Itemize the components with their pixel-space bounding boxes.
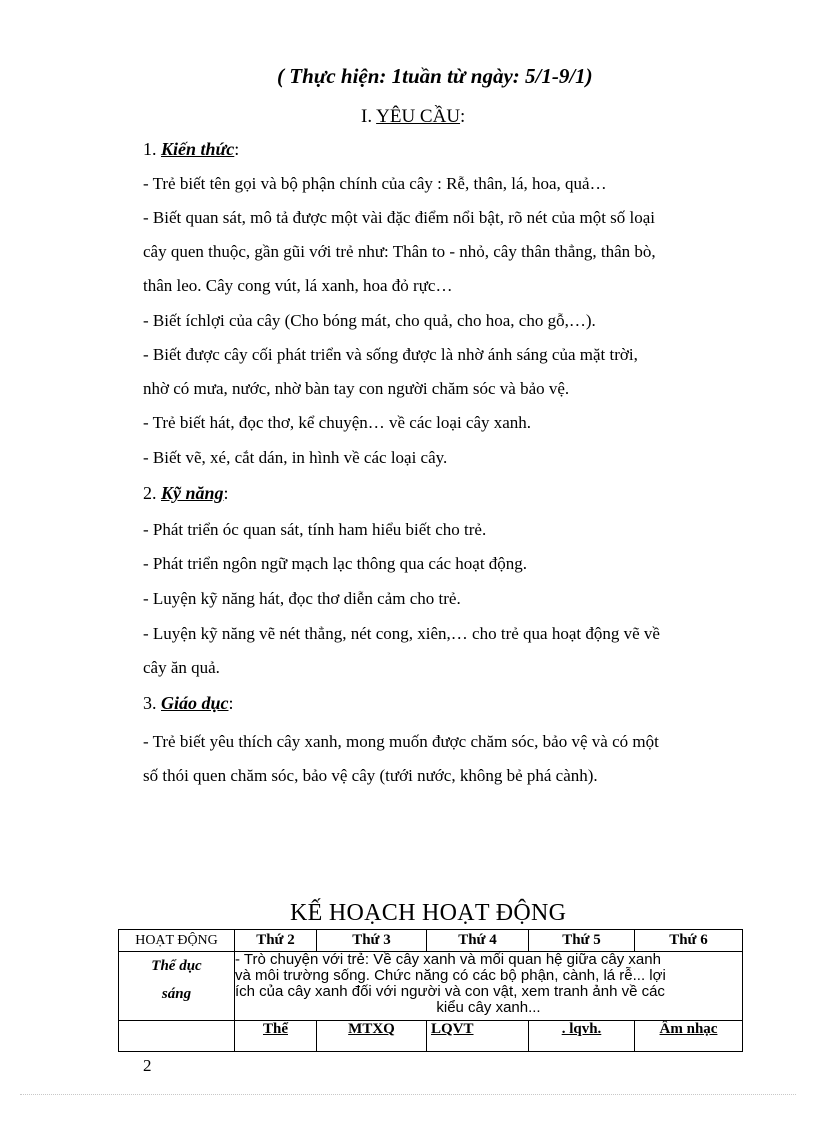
header-day: Thứ 2 bbox=[235, 930, 317, 952]
knowledge-line: - Biết vẽ, xé, cắt dán, in hình về các loại cây. bbox=[143, 448, 448, 467]
skills-line: - Phát triển ngôn ngữ mạch lạc thông qua các hoạt động. bbox=[143, 554, 528, 573]
section-title: YÊU CẦU bbox=[376, 106, 461, 127]
section-heading bbox=[361, 106, 465, 128]
morning-label-line: sáng bbox=[161, 986, 192, 1002]
knowledge-line: - Biết được cây cối phát triển và sống được là nhờ ánh sáng của mặt trời, bbox=[143, 345, 638, 364]
knowledge-line: - Biết íchlợi của cây (Cho bóng mát, cho quả, cho hoa, cho gỗ,…). bbox=[143, 311, 596, 330]
class-cell: . lqvh. bbox=[529, 1021, 635, 1052]
plan-table bbox=[118, 929, 743, 1052]
education-suffix: : bbox=[228, 693, 234, 713]
skills-line: - Phát triển óc quan sát, tính ham hiểu biết cho trẻ. bbox=[143, 520, 487, 539]
plan-header-row bbox=[119, 930, 743, 952]
header-day: Thứ 4 bbox=[427, 930, 529, 952]
skills-suffix: : bbox=[223, 483, 229, 503]
header-day: Thứ 6 bbox=[635, 930, 743, 952]
page-separator bbox=[20, 1094, 796, 1095]
header-day: Thứ 5 bbox=[529, 930, 635, 952]
knowledge-line: nhờ có mưa, nước, nhờ bàn tay con người chăm sóc và bảo vệ. bbox=[143, 379, 570, 398]
morning-desc-line: - Trò chuyện với trẻ: Về cây xanh và mối quan hệ giữa cây xanh bbox=[235, 951, 661, 968]
class-cell: LQVT bbox=[427, 1021, 529, 1052]
knowledge-suffix: : bbox=[234, 139, 240, 159]
education-num: 3. bbox=[143, 693, 161, 713]
skills-title: Kỹ năng bbox=[161, 483, 224, 503]
plan-title: KẾ HOẠCH HOẠT ĐỘNG bbox=[290, 900, 567, 926]
education-heading bbox=[143, 693, 234, 714]
knowledge-line: cây quen thuộc, gần gũi với trẻ như: Thân to - nhỏ, cây thân thẳng, thân bò, bbox=[143, 242, 656, 261]
knowledge-num: 1. bbox=[143, 139, 161, 159]
skills-line: - Luyện kỹ năng vẽ nét thẳng, nét cong, xiên,… cho trẻ qua hoạt động vẽ về bbox=[143, 624, 660, 643]
morning-description bbox=[235, 952, 743, 1021]
class-row bbox=[119, 1021, 743, 1052]
morning-desc-line: và môi trường sống. Chức năng có các bộ phận, cành, lá rễ... lợi bbox=[235, 967, 666, 984]
section-suffix: : bbox=[460, 106, 466, 127]
morning-label-line: Thể dục bbox=[151, 958, 202, 974]
class-cell: MTXQ bbox=[317, 1021, 427, 1052]
page-bottom-margin bbox=[110, 1054, 760, 1094]
subtitle: ( Thực hiện: 1tuần từ ngày: 5/1-9/1) bbox=[277, 64, 593, 88]
skills-num: 2. bbox=[143, 483, 161, 503]
knowledge-line: - Biết quan sát, mô tả được một vài đặc điểm nổi bật, rõ nét của một số loại bbox=[143, 208, 656, 227]
education-line: số thói quen chăm sóc, bảo vệ cây (tưới nước, không bẻ phá cành). bbox=[143, 766, 598, 785]
education-title: Giáo dục bbox=[161, 693, 229, 713]
education-line: - Trẻ biết yêu thích cây xanh, mong muốn được chăm sóc, bảo vệ và có một bbox=[143, 732, 659, 751]
class-label-cell bbox=[119, 1021, 235, 1052]
class-cell: Âm nhạc bbox=[635, 1021, 743, 1052]
knowledge-heading bbox=[143, 139, 239, 160]
knowledge-line: thân leo. Cây cong vút, lá xanh, hoa đỏ rực… bbox=[143, 276, 453, 295]
morning-desc-line: ích của cây xanh đối với người và con vật, xem tranh ảnh về các bbox=[235, 983, 665, 1000]
skills-line: - Luyện kỹ năng hát, đọc thơ diễn cảm cho trẻ. bbox=[143, 589, 461, 608]
skills-heading bbox=[143, 483, 229, 504]
class-cell: Thể bbox=[235, 1021, 317, 1052]
morning-desc-line: kiểu cây xanh... bbox=[436, 999, 541, 1016]
morning-label bbox=[119, 952, 235, 1021]
morning-row bbox=[119, 952, 743, 1021]
skills-line: cây ăn quả. bbox=[143, 658, 220, 677]
page-number: 2 bbox=[143, 1056, 152, 1075]
knowledge-title: Kiến thức bbox=[161, 139, 235, 159]
header-day: Thứ 3 bbox=[317, 930, 427, 952]
knowledge-line: - Trẻ biết tên gọi và bộ phận chính của cây : Rễ, thân, lá, hoa, quả… bbox=[143, 174, 607, 193]
section-prefix: I. bbox=[361, 106, 377, 127]
header-activity: HOẠT ĐỘNG bbox=[119, 930, 235, 952]
knowledge-line: - Trẻ biết hát, đọc thơ, kể chuyện… về các loại cây xanh. bbox=[143, 413, 532, 432]
